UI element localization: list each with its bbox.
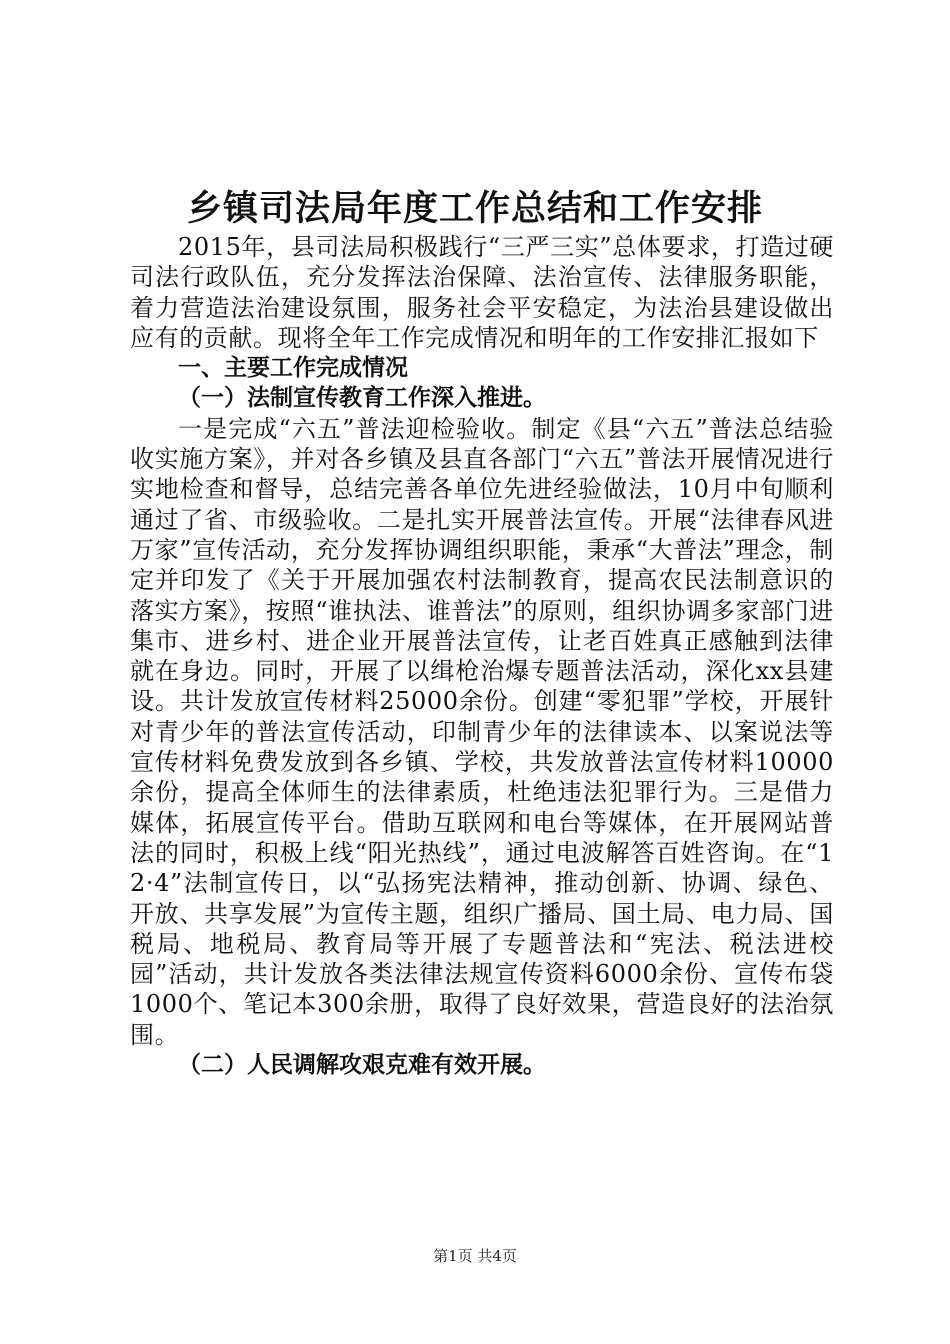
document-body <box>130 232 834 1080</box>
intro-paragraph: 2015年，县司法局积极践行“三严三实”总体要求，打造过硬司法行政队伍，充分发挥法治保障、法治宣传、法律服务职能，着力营造法治建设氛围，服务社会平安稳定，为法治县建设做出应有的贡献。现将全年工作完成情况和明年的工作安排汇报如下 <box>130 233 834 352</box>
document-title: 乡镇司法局年度工作总结和工作安排 <box>186 189 763 229</box>
subsection-heading-1: （一）法制宣传教育工作深入推进。 <box>178 385 546 412</box>
subsection-1-paragraph: 一是完成“六五”普法迎检验收。制定《县“六五”普法总结验收实施方案》，并对各乡镇及县直各部门“六五”普法开展情况进行实地检查和督导，总结完善各单位先进经验做法，10月中旬顺利通过了省、市级验收。二是扎实开展普法宣传。开展“法律春风进万家”宣传活动，充分发挥协调组织职能，秉承“大普法”理念，制定并印发了《关于开展加强农村法制教育，提高农民法制意识的落实方案》，按照“谁执法、谁普法”的原则，组织协调多家部门进集市、进乡村、进企业开展普法宣传，让老百姓真正感触到法律就在身边。同时，开展了以缉枪治爆专题普法活动，深化xx县建设。共计发放宣传材料25000余份。创建“零犯罪”学校，开展针对青少年的普法宣传活动，印制青少年的法律读本、以案说法等宣传材料免费发放到各乡镇、学校，共发放普法宣传材料10000余份，提高全体师生的法律素质，杜绝违法犯罪行为。三是借力媒体，拓展宣传平台。借助互联网和电台等媒体，在开展网站普法的同时，积极上线“阳光热线”，通过电波解答百姓咨询。在“12·4”法制宣传日，以“弘扬宪法精神，推动创新、协调、绿色、开放、共享发展”为宣传主题，组织广播局、国土局、电力局、国税局、地税局、教育局等开展了专题普法和“宪法、税法进校园”活动，共计发放各类法律法规宣传资料6000余份、宣传布袋1000个、笔记本300余册，取得了良好效果，营造良好的法治氛围。 <box>130 414 834 1049</box>
subsection-heading-2: （二）人民调解攻艰克难有效开展。 <box>178 1052 546 1079</box>
page-footer: 第1页 共4页 <box>433 1247 517 1265</box>
section-heading-1: 一、主要工作完成情况 <box>178 355 408 382</box>
